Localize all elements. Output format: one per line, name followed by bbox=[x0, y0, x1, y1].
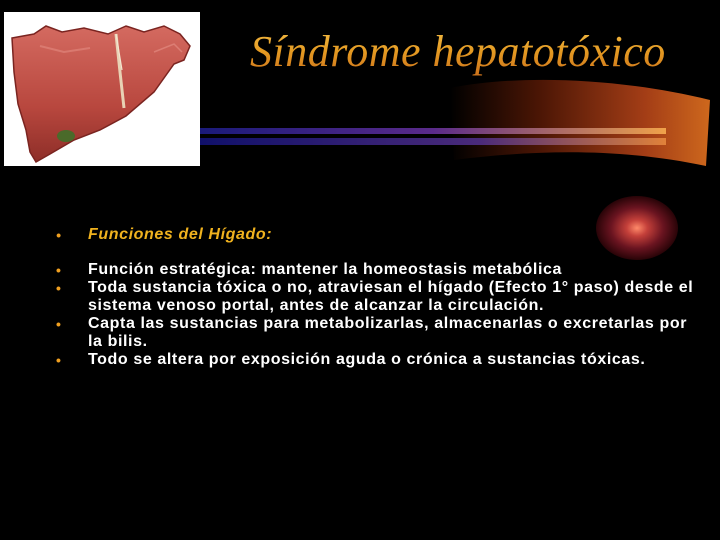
bullet-list bbox=[56, 226, 696, 369]
bullet-text: Función estratégica: mantener la homeostasis metabólica bbox=[88, 261, 563, 278]
decorative-bars bbox=[200, 126, 666, 148]
list-item bbox=[56, 261, 696, 279]
slide-title: Síndrome hepatotóxico bbox=[250, 26, 680, 82]
list-item bbox=[56, 315, 696, 351]
bullet-icon: • bbox=[56, 280, 62, 296]
decorative-swoosh bbox=[440, 70, 716, 170]
bullet-icon: • bbox=[56, 316, 62, 332]
bullet-text: Toda sustancia tóxica o no, atraviesan el hígado (Efecto 1° paso) desde el sistema venoso portal, antes de alcanzar la circulación. bbox=[88, 279, 694, 314]
bullet-text: Todo se altera por exposición aguda o crónica a sustancias tóxicas. bbox=[88, 351, 646, 368]
bullet-icon: • bbox=[56, 352, 62, 368]
list-item bbox=[56, 279, 696, 315]
liver-illustration bbox=[4, 12, 200, 166]
bullet-icon: • bbox=[56, 227, 62, 243]
bullet-icon: • bbox=[56, 262, 62, 278]
list-item bbox=[56, 351, 696, 369]
liver-image bbox=[4, 12, 200, 166]
functions-heading: Funciones del Hígado: bbox=[88, 226, 273, 243]
heading-item bbox=[56, 226, 696, 244]
bullet-text: Capta las sustancias para metabolizarlas, almacenarlas o excretarlas por la bilis. bbox=[88, 315, 688, 350]
